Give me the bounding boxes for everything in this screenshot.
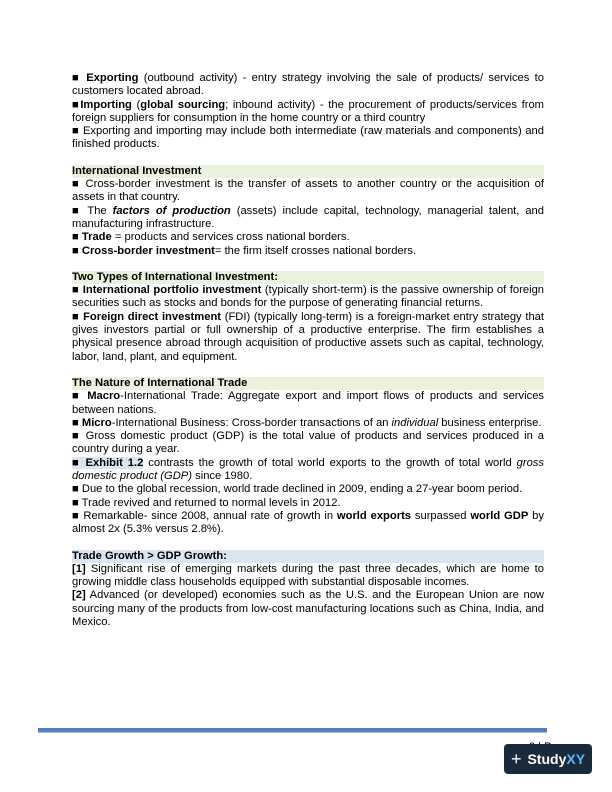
cross-border-investment-term: Cross-border investment — [81, 244, 215, 257]
portfolio-investment-paragraph: ■ International portfolio investment (typically short-term) is the passive ownership of foreign securities such as stocks and bonds for the purpose of generating financial returns. — [72, 284, 545, 310]
intl-investment-bullet-4: ■ Cross-border investment= the firm itself crosses national borders. — [72, 244, 417, 257]
plus-icon: + — [510, 748, 522, 769]
two-types-heading: Two Types of International Investment: — [72, 271, 544, 284]
world-gdp-term: world GDP — [470, 509, 529, 522]
gdp-italic-term: gross domestic product (GDP) — [72, 456, 544, 483]
gdp-paragraph: ■ Gross domestic product (GDP) is the total value of products and services produced in a country during a year. — [72, 430, 544, 456]
exp-imp-note-paragraph: ■ Exporting and importing may include both intermediate (raw materials and components) and finished products. — [72, 125, 544, 151]
portfolio-investment-term: International portfolio investment — [82, 284, 262, 297]
factors-of-production-term: factors of production — [112, 204, 231, 217]
exhibit-link[interactable]: Exhibit 1.2 — [85, 456, 144, 469]
trade-growth-point-2: [2] Advanced (or developed) economies such as the U.S. and the European Union are now sourcing many of the products from low-cost manufacturing locations such as China, India, and Mexico. — [72, 589, 544, 628]
intl-investment-bullet-3: ■ Trade = products and services cross national borders. — [72, 231, 350, 244]
exporting-paragraph: ■ Exporting (outbound activity) - entry strategy involving the sale of products/ services to customers located abroad. — [72, 72, 545, 98]
footer-rule-thin — [38, 732, 547, 733]
revived-paragraph: ■ Trade revived and returned to normal levels in 2012. — [72, 496, 341, 509]
fdi-term: Foreign direct investment — [83, 310, 222, 323]
trade-growth-point-1: [1] Significant rise of emerging markets during the past three decades, which are home to growing middle class households equipped with substantial disposable incomes. — [72, 562, 544, 589]
micro-term: Micro — [81, 416, 112, 429]
remarkable-paragraph: ■ Remarkable- since 2008, annual rate of growth in world exports surpassed world GDP by almost 2x (5.3% versus 2.8%). — [72, 509, 544, 536]
global-sourcing-term: global sourcing — [140, 98, 226, 111]
intl-investment-bullet-1: ■ Cross-border investment is the transfer of assets to another country or the acquisition of assets in that country. — [72, 178, 544, 204]
fdi-paragraph: ■ Foreign direct investment (FDI) (typically long-term) is a foreign-market entry strategy that gives investors partial or full ownership of a productive enterprise. The firm establishes a physical presence abroad through acquisition of productive assets such as capital, technology, labor, land, plant, and equipment. — [72, 310, 545, 363]
macro-paragraph: ■ Macro-International Trade: Aggregate export and import flows of products and services between nations. — [72, 390, 545, 416]
world-exports-term: world exports — [336, 509, 412, 522]
recession-paragraph: ■ Due to the global recession, world trade declined in 2009, ending a 27-year boom period. — [72, 483, 523, 496]
document-body — [72, 72, 544, 629]
trade-term: Trade — [81, 231, 112, 244]
nature-heading: The Nature of International Trade — [72, 377, 544, 390]
micro-paragraph: ■ Micro-International Business: Cross-border transactions of an individual business enterprise. — [72, 416, 542, 429]
importing-term: Importing — [80, 98, 132, 111]
intl-investment-heading: International Investment — [72, 165, 544, 178]
individual-term: individual — [391, 416, 439, 429]
macro-term: Macro — [87, 390, 121, 403]
trade-growth-heading: Trade Growth > GDP Growth: — [72, 550, 544, 563]
exhibit-paragraph: ■ Exhibit 1.2 contrasts the growth of total world exports to the growth of total world gross domestic product (GDP) since 1980. — [72, 456, 544, 483]
importing-paragraph: ■Importing (global sourcing; inbound activity) - the procurement of products/services from foreign suppliers for consumption in the home country or a third country — [72, 98, 544, 124]
studyxy-logo[interactable]: + Study XY — [504, 744, 592, 774]
intl-investment-bullet-2: ■ The factors of production (assets) include capital, technology, managerial talent, and manufacturing infrastructure. — [72, 204, 544, 230]
exporting-term: Exporting — [86, 72, 139, 84]
